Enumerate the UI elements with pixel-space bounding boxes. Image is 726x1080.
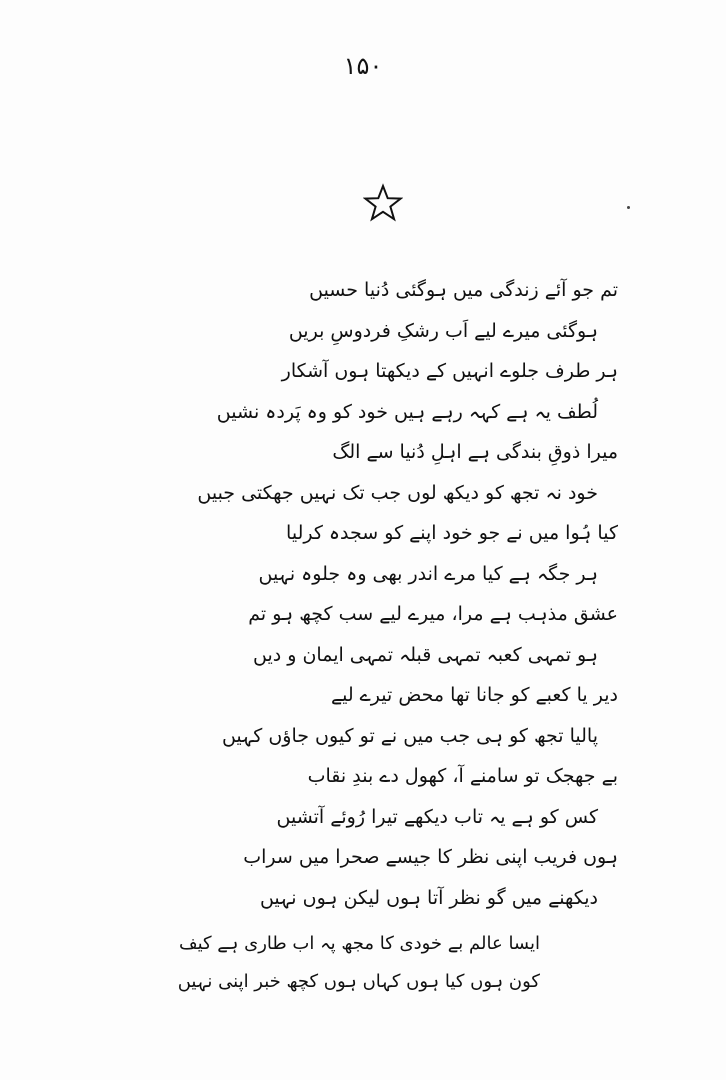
poem-line: ہر جگہ ہے کیا مرے اندر بھی وہ جلوہ نہیں [258,562,598,585]
poem-line: خود نہ تجھ کو دیکھ لوں جب تک نہیں جھکتی جبیں [197,481,598,504]
star-outline-icon [363,183,403,223]
closing-couplet [177,925,540,1001]
poem-line: دیر یا کعبے کو جانا تھا محض تیرے لیے [330,684,618,706]
poem-line: کیا ہُوا میں نے جو خود اپنے کو سجدہ کرلیا [286,522,618,544]
poem-line: دیکھنے میں گو نظر آتا ہوں لیکن ہوں نہیں [259,886,598,909]
poem-line: بے جھجک تو سامنے آ، کھول دے بندِ نقاب [307,765,618,787]
poem-line: پالیا تجھ کو ہی جب میں نے تو کیوں جاؤں کہیں [221,724,598,747]
poem-line: کس کو ہے یہ تاب دیکھے تیرا رُوئے آتشیں [276,805,598,828]
poem [98,270,618,918]
poem-line: ہوگئی میرے لیے اَب رشکِ فردوسِ بریں [288,319,598,342]
poem-line: ہو تمہی کعبہ تمہی قبلہ تمہی ایمان و دیں [253,643,598,666]
closing-line: کون ہوں کیا ہوں کہاں ہوں کچھ خبر اپنی نہیں [177,971,540,992]
poem-line: ہوں فریب اپنی نظر کا جیسے صحرا میں سراب [243,846,618,868]
poem-line: لُطف یہ ہے کہہ رہے ہیں خود کو وہ پَردہ نشیں [216,400,598,423]
poem-line: ہر طرف جلوے انہیں کے دیکھتا ہوں آشکار [281,360,618,382]
poem-line: عشق مذہب ہے مرا، میرے لیے سب کچھ ہو تم [248,603,618,625]
speck [627,206,630,209]
closing-line: ایسا عالم بے خودی کا مجھ پہ اب طاری ہے کیف [178,933,540,954]
page-number: ۱۵۰ [343,52,383,80]
poem-line: میرا ذوقِ بندگی ہے اہلِ دُنیا سے الگ [332,441,618,463]
poem-line: تم جو آئے زندگی میں ہوگئی دُنیا حسیں [309,279,618,301]
